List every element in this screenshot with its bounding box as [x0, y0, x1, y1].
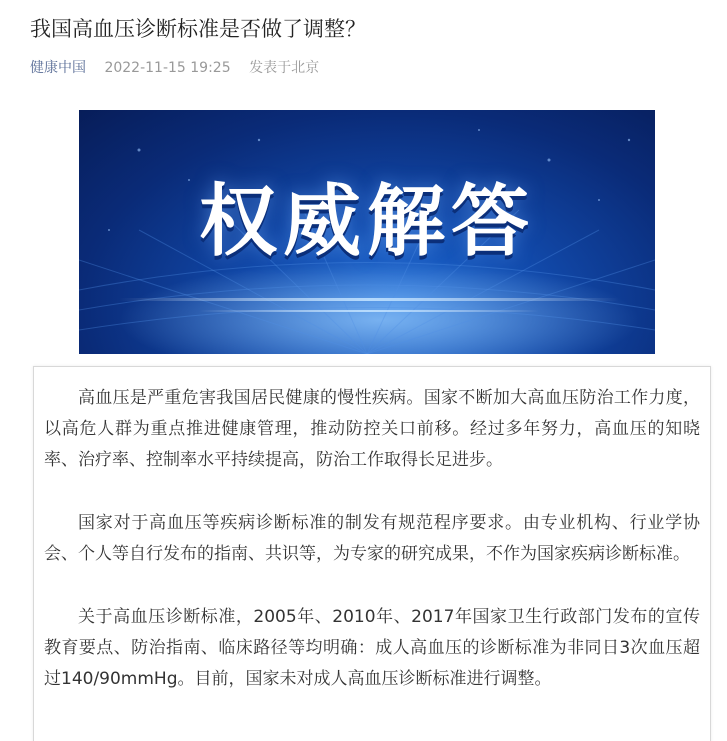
publish-time: 2022-11-15 19:25	[104, 60, 231, 76]
paragraph-1: 高血压是严重危害我国居民健康的慢性疾病。国家不断加大高血压防治工作力度，以高危人群为重点推进健康管理，推动防控关口前移。经过多年努力，高血压的知晓率、治疗率、控制率水平持续提高，防治工作取得长足进步。	[44, 388, 700, 470]
paragraph-2: 国家对于高血压等疾病诊断标准的制发有规范程序要求。由专业机构、行业学协会、个人等自行发布的指南、共识等，为专家的研究成果，不作为国家疾病诊断标准。	[44, 513, 700, 564]
banner-image	[79, 110, 655, 354]
publish-location: 发表于北京	[249, 60, 320, 76]
source-account-link[interactable]: 健康中国	[30, 60, 86, 76]
article-content	[33, 366, 711, 741]
article-meta	[30, 58, 333, 78]
paragraph-3: 关于高血压诊断标准，2005年、2010年、2017年国家卫生行政部门发布的宣传教育要点、防治指南、临床路径等均明确：成人高血压的诊断标准为非同日3次血压超过140/90mmHg。目前，国家未对成人高血压诊断标准进行调整。	[44, 607, 700, 689]
banner-title: 权威解答	[198, 177, 535, 267]
article-title: 我国高血压诊断标准是否做了调整？	[30, 17, 366, 41]
